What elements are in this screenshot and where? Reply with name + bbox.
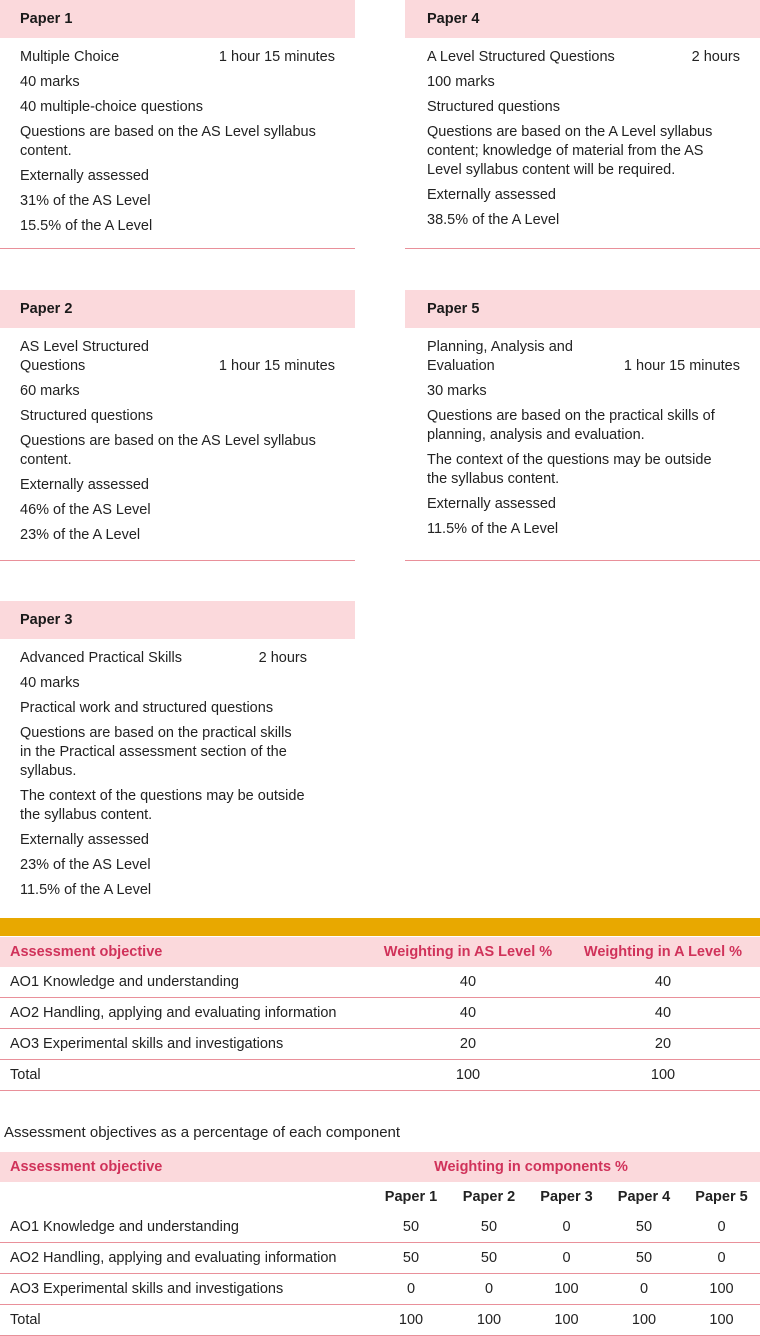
paper-3-details [0,639,355,917]
col-paper-5: Paper 5 [695,1189,748,1205]
paper-assessed: Externally assessed [427,496,556,512]
col-paper-1: Paper 1 [384,1189,438,1205]
paper-basis: Questions are based on the practical skills of planning, analysis and evaluation. [427,408,715,443]
paper-name: AS Level Structured Questions [20,339,149,374]
paper-1-card [0,0,355,249]
table-row: AO3 Experimental skills and investigations 0 0 100 0 100 [0,1274,760,1305]
paper-question-type: Practical work and structured questions [20,700,274,716]
paper-assessed: Externally assessed [20,477,149,493]
paper-basis: Questions are based on the A Level syllabus content; knowledge of material from the AS Level syllabus content will be required. [427,124,713,178]
paper-3-card [0,601,355,917]
paper-5-card [405,290,760,561]
col-header-objective: Assessment objective [0,937,370,967]
table-row: AO2 Handling, applying and evaluating information 40 40 [0,998,760,1029]
paper-duration: 2 hours [258,650,307,666]
paper-duration: 1 hour 15 minutes [623,358,740,374]
paper-marks: 40 marks [20,74,80,90]
paper-a-weight: 11.5% of the A Level [427,521,559,537]
paper-basis: Questions are based on the AS Level syllabus content. [20,433,316,468]
paper-marks: 100 marks [427,74,495,90]
paper-assessed: Externally assessed [20,168,149,184]
component-table-title: Assessment objectives as a percentage of each component [4,1124,401,1141]
paper-duration: 1 hour 15 minutes [218,358,335,374]
paper-context: The context of the questions may be outside the syllabus content. [427,452,712,487]
col-paper-2: Paper 2 [462,1189,516,1205]
paper-2-title: Paper 2 [0,290,355,328]
col-header-objective: Assessment objective [0,1152,372,1182]
paper-3-title: Paper 3 [0,601,355,639]
paper-4-card [405,0,760,249]
table-row-total: Total 100 100 100 100 100 [0,1305,760,1336]
paper-as-weight: 31% of the AS Level [20,193,151,209]
paper-2-card [0,290,355,561]
paper-a-weight: 23% of the A Level [20,527,141,543]
paper-duration: 1 hour 15 minutes [218,49,335,65]
paper-as-weight: 46% of the AS Level [20,502,151,518]
paper-basis: Questions are based on the AS Level syllabus content. [20,124,316,159]
paper-assessed: Externally assessed [427,187,556,203]
paper-basis: Questions are based on the practical skills in the Practical assessment section of the syllabus. [20,725,292,779]
paper-context: The context of the questions may be outside the syllabus content. [20,788,305,823]
paper-assessed: Externally assessed [20,832,149,848]
paper-columns-row [0,1182,760,1212]
col-header-a-weight: Weighting in A Level % [566,937,760,967]
table-row: AO2 Handling, applying and evaluating information 50 50 0 50 0 [0,1243,760,1274]
paper-2-details [0,328,355,561]
paper-5-title: Paper 5 [405,290,760,328]
paper-a-weight: 11.5% of the A Level [20,882,152,898]
paper-4-title: Paper 4 [405,0,760,38]
paper-a-weight: 15.5% of the A Level [20,218,153,234]
table-row: AO1 Knowledge and understanding 50 50 0 50 0 [0,1212,760,1243]
paper-marks: 30 marks [427,383,487,399]
paper-duration: 2 hours [691,49,740,65]
paper-name: Multiple Choice [20,49,120,65]
paper-marks: 40 marks [20,675,80,691]
paper-5-details [405,328,760,561]
paper-marks: 60 marks [20,383,80,399]
paper-question-type: Structured questions [427,99,560,115]
table-row-total: Total 100 100 [0,1060,760,1091]
col-header-as-weight: Weighting in AS Level % [370,937,566,967]
paper-1-details [0,38,355,249]
paper-question-type: Structured questions [20,408,153,424]
col-paper-4: Paper 4 [617,1189,671,1205]
paper-name: Advanced Practical Skills [20,650,182,666]
paper-a-weight: 38.5% of the A Level [427,212,560,228]
col-header-components: Weighting in components % [372,1152,760,1182]
component-weighting-table [0,1152,760,1336]
paper-question-type: 40 multiple-choice questions [20,99,203,115]
table-row: AO3 Experimental skills and investigations 20 20 [0,1029,760,1060]
weighting-table [0,937,760,1091]
table-row: AO1 Knowledge and understanding 40 40 [0,967,760,998]
paper-name: Planning, Analysis and Evaluation [427,339,573,374]
col-paper-3: Paper 3 [540,1189,593,1205]
paper-as-weight: 23% of the AS Level [20,857,151,873]
paper-4-details [405,38,760,249]
paper-1-title: Paper 1 [0,0,355,38]
section-divider-bar [0,918,760,936]
paper-name: A Level Structured Questions [427,49,615,65]
